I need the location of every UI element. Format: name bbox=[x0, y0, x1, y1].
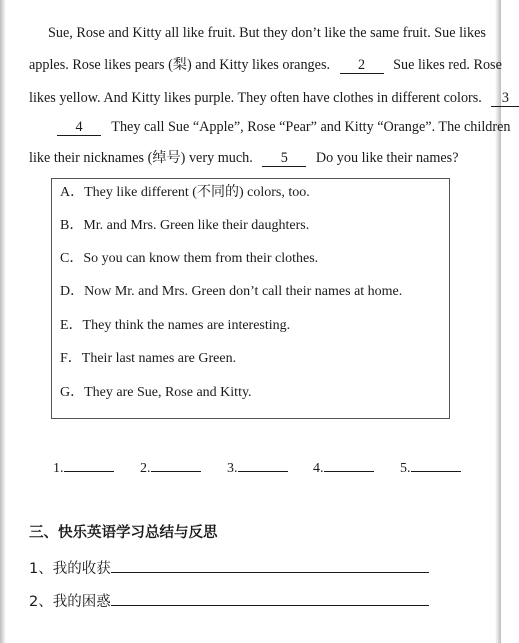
answer-5 bbox=[400, 457, 461, 478]
passage-line-2 bbox=[29, 56, 502, 74]
option-e[interactable]: E．They think the names are interesting. bbox=[60, 318, 291, 333]
blank-2[interactable]: 2 bbox=[340, 58, 384, 74]
answer-4 bbox=[313, 457, 374, 478]
answer-field-1[interactable] bbox=[64, 457, 114, 472]
passage-text: They call Sue “Apple”, Rose “Pear” and Kitty “Orange”. The children bbox=[111, 119, 511, 135]
summary-confusion bbox=[29, 591, 429, 611]
summary-title: 三、快乐英语学习总结与反思 bbox=[29, 525, 218, 541]
answer-field-2[interactable] bbox=[151, 457, 201, 472]
passage-text: Do you like their names? bbox=[315, 150, 459, 166]
option-g[interactable]: G．They are Sue, Rose and Kitty. bbox=[60, 385, 252, 400]
passage-line-5 bbox=[29, 149, 459, 167]
passage-line-3 bbox=[29, 89, 519, 107]
blank-3[interactable]: 3 bbox=[491, 91, 519, 107]
option-d[interactable]: D．Now Mr. and Mrs. Green don’t call their names at home. bbox=[60, 284, 403, 299]
passage-line-1: Sue, Rose and Kitty all like fruit. But they don’t like the same fruit. Sue likes bbox=[48, 25, 486, 41]
confusion-label: 2、我的困惑 bbox=[29, 594, 111, 610]
gain-input-line[interactable] bbox=[111, 558, 429, 573]
answer-3 bbox=[227, 457, 288, 478]
answer-number: 3. bbox=[227, 461, 238, 476]
passage-line-4 bbox=[57, 118, 511, 136]
answer-field-5[interactable] bbox=[411, 457, 461, 472]
answer-1 bbox=[53, 457, 114, 478]
answer-2 bbox=[140, 457, 201, 478]
answer-number: 1. bbox=[53, 461, 64, 476]
passage-text: like their nicknames (绰号) very much. bbox=[29, 150, 253, 166]
option-a[interactable]: A．They like different (不同的) colors, too. bbox=[60, 185, 310, 200]
answer-number: 5. bbox=[400, 461, 411, 476]
answer-number: 4. bbox=[313, 461, 324, 476]
page-left-shadow bbox=[0, 0, 6, 643]
option-c[interactable]: C．So you can know them from their clothes. bbox=[60, 251, 319, 266]
blank-5[interactable]: 5 bbox=[262, 151, 306, 167]
option-f[interactable]: F．Their last names are Green. bbox=[60, 351, 237, 366]
passage-text: likes yellow. And Kitty likes purple. They often have clothes in different colors. bbox=[29, 90, 482, 106]
gain-label: 1、我的收获 bbox=[29, 561, 111, 577]
option-b[interactable]: B．Mr. and Mrs. Green like their daughters. bbox=[60, 218, 310, 233]
options-box bbox=[51, 178, 450, 419]
answer-number: 2. bbox=[140, 461, 151, 476]
answer-field-3[interactable] bbox=[238, 457, 288, 472]
passage-text: Sue likes red. Rose bbox=[393, 57, 502, 73]
summary-gain bbox=[29, 558, 429, 578]
passage-text: apples. Rose likes pears (梨) and Kitty likes oranges. bbox=[29, 57, 331, 73]
blank-4[interactable]: 4 bbox=[57, 120, 101, 136]
answer-field-4[interactable] bbox=[324, 457, 374, 472]
confusion-input-line[interactable] bbox=[111, 591, 429, 606]
